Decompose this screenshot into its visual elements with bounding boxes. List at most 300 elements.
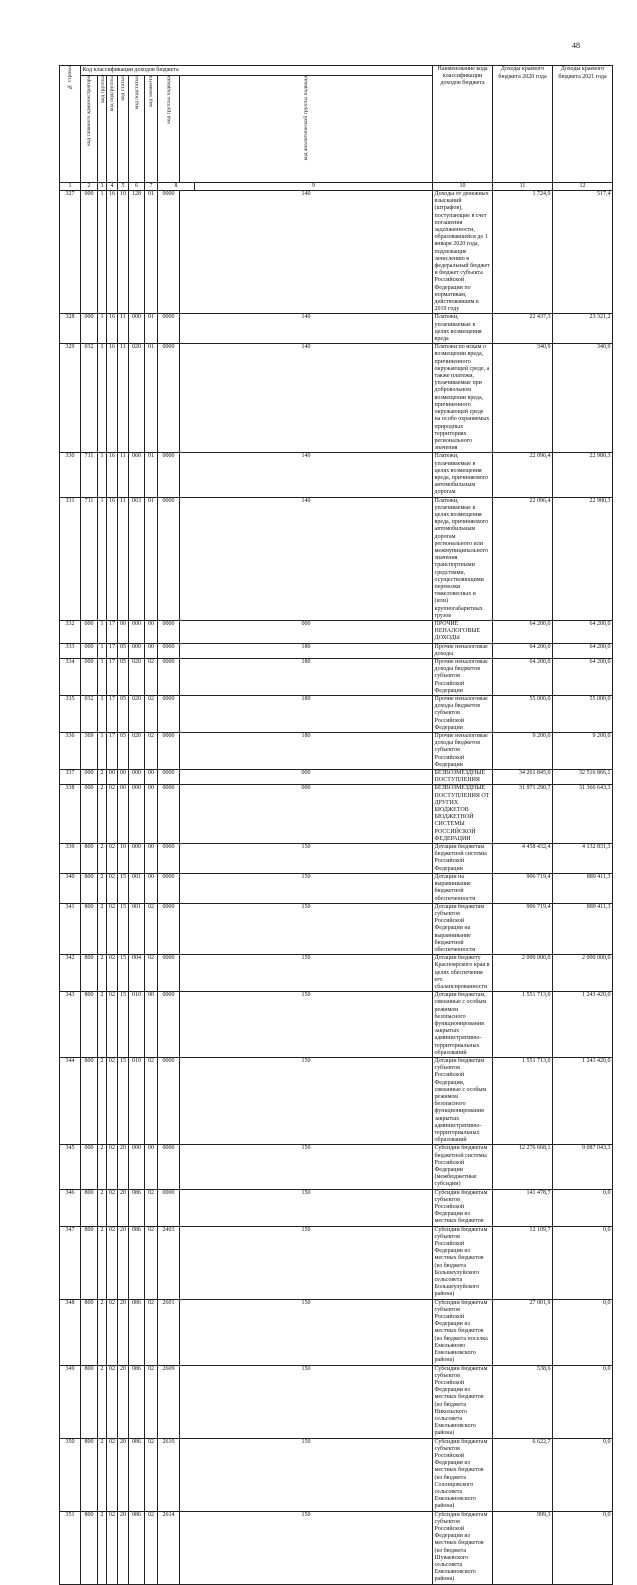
- code-cell-element: 02: [145, 1511, 158, 1584]
- revenue-name-cell: Субсидии бюджетам бюджетной системы Российской Федерации (межбюджетные субсидии): [433, 1145, 493, 1189]
- amount-2021-cell: 9 087 043,3: [553, 1145, 613, 1189]
- code-cell-subtype-group: 0000: [158, 314, 180, 344]
- table-row: [60, 1299, 613, 1365]
- code-cell-subtype-group: 0000: [158, 1057, 180, 1144]
- table-row: [60, 191, 613, 314]
- code-cell-group: 2: [98, 1438, 107, 1511]
- code-cell-subtype-group: 0000: [158, 770, 180, 785]
- budget-revenue-table: [59, 65, 613, 1585]
- table-row: [60, 844, 613, 874]
- code-cell-analytic-group: 150: [180, 1365, 433, 1438]
- code-cell-analytic-group: 000: [180, 770, 433, 785]
- code-header-analytic-group: код аналитической группы подвида: [180, 76, 433, 183]
- code-cell-analytic-group: 140: [180, 314, 433, 344]
- amount-2021-cell: 0,0: [553, 1511, 613, 1584]
- column-number: 3: [98, 183, 107, 191]
- code-cell-element: 02: [145, 1189, 158, 1226]
- code-cell-group: 2: [98, 873, 107, 903]
- table-row: [60, 1189, 613, 1226]
- amount-2021-cell: 32 516 866,1: [553, 770, 613, 785]
- revenue-name-cell: Прочие неналоговые доходы бюджетов субъектов Российской Федерации: [433, 696, 493, 733]
- code-cell-admin: 800: [81, 992, 98, 1058]
- code-cell-subarticle: 004: [129, 955, 145, 992]
- code-cell-analytic-group: 140: [180, 344, 433, 453]
- column-number: 2: [81, 183, 98, 191]
- code-cell-subgroup: 02: [107, 844, 118, 874]
- amount-2021-cell: 1 243 420,0: [553, 992, 613, 1058]
- code-cell-analytic-group: 150: [180, 844, 433, 874]
- table-row: [60, 955, 613, 992]
- code-cell-subgroup: 17: [107, 659, 118, 696]
- code-cell-admin: 800: [81, 873, 98, 903]
- row-number-cell: 339: [60, 844, 81, 874]
- amount-2021-cell: 889 411,3: [553, 903, 613, 954]
- code-cell-subtype-group: 0000: [158, 844, 180, 874]
- revenue-name-cell: Субсидии бюджетам субъектов Российской Федерации из местных бюджетов: [433, 1189, 493, 1226]
- code-cell-subgroup: 00: [107, 770, 118, 785]
- code-cell-subarticle: 063: [129, 497, 145, 620]
- row-number-cell: 331: [60, 497, 81, 620]
- amount-2020-cell: 22 437,3: [493, 314, 553, 344]
- code-cell-subgroup: 02: [107, 992, 118, 1058]
- amount-2021-cell: 2 000 000,0: [553, 955, 613, 992]
- column-number: 9: [195, 183, 433, 191]
- code-cell-element: 02: [145, 903, 158, 954]
- revenue-name-cell: Субсидии бюджетам субъектов Российской Федерации из местных бюджетов (из бюджета Шуваевского сельсовета Емельяновского района): [433, 1511, 493, 1584]
- column-number: 5: [118, 183, 129, 191]
- code-cell-article: 11: [118, 453, 129, 497]
- code-cell-subtype-group: 0000: [158, 903, 180, 954]
- code-cell-article: 15: [118, 1057, 129, 1144]
- code-cell-article: 20: [118, 1189, 129, 1226]
- code-cell-admin: 369: [81, 733, 98, 770]
- code-cell-subarticle: 086: [129, 1365, 145, 1438]
- row-number-cell: 328: [60, 314, 81, 344]
- code-cell-element: 00: [145, 1145, 158, 1189]
- row-number-cell: 340: [60, 873, 81, 903]
- amount-2020-cell: 12 109,7: [493, 1226, 553, 1299]
- row-number-cell: 337: [60, 770, 81, 785]
- code-header-article: код статьи: [118, 76, 129, 183]
- code-cell-element: 01: [145, 344, 158, 453]
- revenue-name-cell: Прочие неналоговые доходы: [433, 643, 493, 658]
- code-cell-analytic-group: 140: [180, 497, 433, 620]
- code-cell-analytic-group: 150: [180, 873, 433, 903]
- code-cell-analytic-group: 000: [180, 620, 433, 643]
- code-cell-group: 1: [98, 497, 107, 620]
- code-cell-group: 1: [98, 191, 107, 314]
- code-cell-article: 11: [118, 344, 129, 453]
- code-cell-subgroup: 02: [107, 1365, 118, 1438]
- row-number-cell: 341: [60, 903, 81, 954]
- code-cell-admin: 000: [81, 785, 98, 844]
- revenue-name-cell: Субсидии бюджетам субъектов Российской Федерации из местных бюджетов (из бюджета Никольского сельсовета Емельяновского района): [433, 1365, 493, 1438]
- code-cell-analytic-group: 150: [180, 1511, 433, 1584]
- code-cell-subarticle: 020: [129, 659, 145, 696]
- table-row: [60, 1438, 613, 1511]
- code-cell-admin: 000: [81, 659, 98, 696]
- code-cell-admin: 711: [81, 497, 98, 620]
- amount-2021-cell: 340,9: [553, 344, 613, 453]
- revenue-name-cell: Прочие неналоговые доходы бюджетов субъектов Российской Федерации: [433, 659, 493, 696]
- code-cell-group: 1: [98, 453, 107, 497]
- code-cell-subgroup: 17: [107, 620, 118, 643]
- table-row: [60, 1226, 613, 1299]
- code-cell-group: 2: [98, 903, 107, 954]
- row-number-cell: 345: [60, 1145, 81, 1189]
- table-row: [60, 659, 613, 696]
- revenue-name-cell: Платежи, уплачиваемые в целях возмещения вреда, причиняемого автомобильным дорогам регионального или межмуниципального значения транспортными средствами, осуществляющими перевозки тяжеловесных и (или) крупногабаритных грузов: [433, 497, 493, 620]
- revenue-name-cell: Субсидии бюджетам субъектов Российской Федерации из местных бюджетов (из бюджета Солонцовского сельсовета Емельяновского района): [433, 1438, 493, 1511]
- code-cell-article: 20: [118, 1438, 129, 1511]
- code-cell-subgroup: 16: [107, 314, 118, 344]
- amount-2020-cell: 1 551 713,0: [493, 992, 553, 1058]
- code-cell-subarticle: 001: [129, 873, 145, 903]
- code-cell-element: 01: [145, 191, 158, 314]
- code-cell-element: 01: [145, 497, 158, 620]
- code-cell-subtype-group: 2609: [158, 1365, 180, 1438]
- row-number-cell: 350: [60, 1438, 81, 1511]
- amount-2020-cell: 9 200,0: [493, 733, 553, 770]
- table-body: [60, 191, 613, 1585]
- code-cell-subarticle: 086: [129, 1299, 145, 1365]
- amount-2020-cell: 12 276 668,1: [493, 1145, 553, 1189]
- code-cell-article: 20: [118, 1145, 129, 1189]
- amount-2020-cell: 4 458 432,4: [493, 844, 553, 874]
- code-cell-article: 05: [118, 733, 129, 770]
- row-number-header: № строки: [60, 66, 81, 183]
- code-cell-group: 1: [98, 643, 107, 658]
- row-number-cell: 335: [60, 696, 81, 733]
- amount-2020-cell: 999,3: [493, 1511, 553, 1584]
- amount-2021-cell: 64 200,0: [553, 643, 613, 658]
- table-row: [60, 620, 613, 643]
- amount-2021-cell: 22 980,3: [553, 453, 613, 497]
- code-cell-subtype-group: 0000: [158, 620, 180, 643]
- code-cell-element: 00: [145, 620, 158, 643]
- revenue-name-cell: БЕЗВОЗМЕЗДНЫЕ ПОСТУПЛЕНИЯ ОТ ДРУГИХ БЮДЖЕТОВ БЮДЖЕТНОЙ СИСТЕМЫ РОССИЙСКОЙ ФЕДЕРАЦИИ: [433, 785, 493, 844]
- revenue-name-cell: Платежи, уплачиваемые в целях возмещения вреда: [433, 314, 493, 344]
- amount-2021-cell: 0,0: [553, 1299, 613, 1365]
- code-cell-article: 10: [118, 191, 129, 314]
- code-cell-article: 20: [118, 1365, 129, 1438]
- table-row: [60, 770, 613, 785]
- code-cell-analytic-group: 150: [180, 903, 433, 954]
- table-row: [60, 643, 613, 658]
- amount-2020-cell: 64 200,0: [493, 620, 553, 643]
- code-cell-element: 02: [145, 1226, 158, 1299]
- revenue-name-cell: Дотации бюджетам субъектов Российской Федерации на выравнивание бюджетной обеспеченности: [433, 903, 493, 954]
- table-row: [60, 314, 613, 344]
- code-cell-element: 00: [145, 643, 158, 658]
- table-row: [60, 1145, 613, 1189]
- table-row: [60, 453, 613, 497]
- code-cell-subtype-group: 0000: [158, 659, 180, 696]
- code-cell-subtype-group: 0000: [158, 992, 180, 1058]
- table-row: [60, 1057, 613, 1144]
- code-cell-article: 11: [118, 314, 129, 344]
- code-cell-article: 20: [118, 1226, 129, 1299]
- code-cell-subarticle: 000: [129, 314, 145, 344]
- column-number-row: [60, 183, 613, 191]
- revenue-name-cell: Дотации бюджетам субъектов Российской Федерации, связанные с особым режимом безопасного функционирования закрытых административно-территориальных образований: [433, 1057, 493, 1144]
- code-cell-element: 02: [145, 733, 158, 770]
- code-cell-admin: 800: [81, 1189, 98, 1226]
- code-cell-analytic-group: 180: [180, 733, 433, 770]
- code-cell-article: 10: [118, 844, 129, 874]
- revenue-name-cell: Платежи по искам о возмещении вреда, причиненного окружающей среде, а также платежи, уплачиваемые при добровольном возмещении вреда, причиненного окружающей среде на особо охраняемых природных территориях регионального значения: [433, 344, 493, 453]
- row-number-cell: 348: [60, 1299, 81, 1365]
- amount-2021-cell: 64 200,0: [553, 620, 613, 643]
- code-cell-analytic-group: 180: [180, 659, 433, 696]
- code-cell-subgroup: 16: [107, 191, 118, 314]
- code-cell-analytic-group: 150: [180, 1299, 433, 1365]
- amount-2021-cell: 64 200,0: [553, 659, 613, 696]
- code-cell-admin: 000: [81, 643, 98, 658]
- code-cell-group: 1: [98, 733, 107, 770]
- revenue-name-cell: Доходы от денежных взысканий (штрафов), поступающие в счет погашения задолженности, образовавшейся до 1 января 2020 года, подлежащие зачислению в федеральный бюджет и бюджет субъекта Российской Федерации по нормативам, действовавшим в 2019 году: [433, 191, 493, 314]
- code-cell-article: 15: [118, 903, 129, 954]
- table-row: [60, 1365, 613, 1438]
- code-cell-group: 2: [98, 955, 107, 992]
- amount-2020-cell: 31 971 290,7: [493, 785, 553, 844]
- code-header-administrator: код главного администратора: [81, 76, 98, 183]
- revenue-name-cell: ПРОЧИЕ НЕНАЛОГОВЫЕ ДОХОДЫ: [433, 620, 493, 643]
- code-cell-subtype-group: 0000: [158, 1145, 180, 1189]
- amount-2020-cell: 2 000 000,0: [493, 955, 553, 992]
- code-cell-subarticle: 000: [129, 770, 145, 785]
- code-cell-analytic-group: 150: [180, 955, 433, 992]
- code-cell-subtype-group: 2610: [158, 1438, 180, 1511]
- code-cell-element: 02: [145, 1365, 158, 1438]
- code-cell-article: 20: [118, 1511, 129, 1584]
- code-cell-article: 20: [118, 1299, 129, 1365]
- code-header-element: код элемента: [145, 76, 158, 183]
- amount-2021-cell: 0,0: [553, 1189, 613, 1226]
- code-cell-group: 2: [98, 1189, 107, 1226]
- code-cell-admin: 032: [81, 696, 98, 733]
- column-number: 7: [145, 183, 158, 191]
- amount-2021-cell: 22 980,3: [553, 497, 613, 620]
- code-cell-admin: 000: [81, 620, 98, 643]
- code-cell-group: 1: [98, 344, 107, 453]
- name-column-header: Наименование кода классификации доходов бюджета: [433, 66, 493, 183]
- code-cell-group: 2: [98, 992, 107, 1058]
- code-cell-subgroup: 16: [107, 497, 118, 620]
- amount-2020-cell: 141 478,7: [493, 1189, 553, 1226]
- amount-2020-cell: 906 719,4: [493, 903, 553, 954]
- column-number: 11: [493, 183, 553, 191]
- table-row: [60, 903, 613, 954]
- code-cell-subgroup: 02: [107, 1145, 118, 1189]
- table-row: [60, 873, 613, 903]
- code-cell-element: 00: [145, 992, 158, 1058]
- row-number-cell: 351: [60, 1511, 81, 1584]
- table-row: [60, 992, 613, 1058]
- code-cell-analytic-group: 180: [180, 696, 433, 733]
- code-header-subgroup: код подгруппы: [107, 76, 118, 183]
- code-cell-subtype-group: 0000: [158, 696, 180, 733]
- code-cell-admin: 800: [81, 1365, 98, 1438]
- amount-2020-cell: 64 200,0: [493, 643, 553, 658]
- code-cell-subarticle: 086: [129, 1189, 145, 1226]
- column-number: 1: [60, 183, 81, 191]
- code-cell-subtype-group: 0000: [158, 453, 180, 497]
- code-cell-subarticle: 000: [129, 785, 145, 844]
- code-cell-subtype-group: 0000: [158, 497, 180, 620]
- code-cell-subgroup: 02: [107, 1057, 118, 1144]
- code-cell-group: 2: [98, 770, 107, 785]
- revenue-name-cell: Субсидии бюджетам субъектов Российской Федерации из местных бюджетов (из бюджета поселка Емельяново Емельяновского района): [433, 1299, 493, 1365]
- code-cell-admin: 000: [81, 770, 98, 785]
- amount-2020-cell: 34 261 845,0: [493, 770, 553, 785]
- code-cell-element: 02: [145, 659, 158, 696]
- revenue-name-cell: Дотации на выравнивание бюджетной обеспеченности: [433, 873, 493, 903]
- revenue-name-cell: Прочие неналоговые доходы бюджетов субъектов Российской Федерации: [433, 733, 493, 770]
- code-cell-admin: 000: [81, 191, 98, 314]
- code-cell-admin: 000: [81, 1145, 98, 1189]
- code-cell-subarticle: 020: [129, 696, 145, 733]
- page-number: 48: [572, 41, 580, 50]
- amount-2020-cell: 27 001,9: [493, 1299, 553, 1365]
- row-number-cell: 329: [60, 344, 81, 453]
- code-cell-element: 02: [145, 1438, 158, 1511]
- row-number-cell: 342: [60, 955, 81, 992]
- table-row: [60, 733, 613, 770]
- code-cell-article: 11: [118, 497, 129, 620]
- code-cell-subarticle: 010: [129, 1057, 145, 1144]
- column-number: 12: [553, 183, 613, 191]
- amount-2021-cell: 0,0: [553, 1226, 613, 1299]
- code-cell-subtype-group: 2403: [158, 1226, 180, 1299]
- amount-2020-cell: 1 724,9: [493, 191, 553, 314]
- code-cell-subarticle: 000: [129, 844, 145, 874]
- row-number-cell: 347: [60, 1226, 81, 1299]
- code-cell-subtype-group: 0000: [158, 344, 180, 453]
- classification-group-header: Код классификации доходов бюджета: [81, 66, 433, 76]
- code-cell-element: 00: [145, 785, 158, 844]
- code-cell-admin: 800: [81, 1299, 98, 1365]
- code-cell-group: 2: [98, 844, 107, 874]
- code-cell-subgroup: 02: [107, 1511, 118, 1584]
- code-cell-group: 2: [98, 1226, 107, 1299]
- table-row: [60, 1511, 613, 1584]
- code-cell-element: 01: [145, 314, 158, 344]
- amount-2020-cell: 6 622,7: [493, 1438, 553, 1511]
- code-cell-group: 2: [98, 1057, 107, 1144]
- table-row: [60, 785, 613, 844]
- amount-2021-cell: 0,0: [553, 1365, 613, 1438]
- code-cell-article: 15: [118, 873, 129, 903]
- code-cell-analytic-group: 140: [180, 191, 433, 314]
- code-cell-article: 00: [118, 620, 129, 643]
- code-cell-subarticle: 000: [129, 643, 145, 658]
- code-cell-subtype-group: 0000: [158, 643, 180, 658]
- amount-2021-cell: 889 411,3: [553, 873, 613, 903]
- column-number: 8: [158, 183, 195, 191]
- row-number-cell: 343: [60, 992, 81, 1058]
- code-cell-subgroup: 17: [107, 643, 118, 658]
- code-cell-subgroup: 02: [107, 955, 118, 992]
- amount-2021-cell: 9 200,0: [553, 733, 613, 770]
- code-cell-admin: 800: [81, 955, 98, 992]
- row-number-cell: 333: [60, 643, 81, 658]
- amount-2021-cell: 517,4: [553, 191, 613, 314]
- amount-2020-cell: 906 719,4: [493, 873, 553, 903]
- amount-2021-cell: 0,0: [553, 1438, 613, 1511]
- code-cell-analytic-group: 150: [180, 1145, 433, 1189]
- code-cell-group: 1: [98, 314, 107, 344]
- column-number: 10: [433, 183, 493, 191]
- code-cell-subarticle: 000: [129, 620, 145, 643]
- revenue-name-cell: Платежи, уплачиваемые в целях возмещения вреда, причиняемого автомобильным дорогам: [433, 453, 493, 497]
- code-cell-element: 02: [145, 955, 158, 992]
- code-cell-element: 00: [145, 770, 158, 785]
- code-cell-subarticle: 001: [129, 903, 145, 954]
- column-number: 4: [107, 183, 118, 191]
- year-2021-header: Доходы краевого бюджета 2021 года: [553, 66, 613, 183]
- table-row: [60, 497, 613, 620]
- code-cell-element: 02: [145, 696, 158, 733]
- code-cell-group: 2: [98, 1365, 107, 1438]
- amount-2021-cell: 55 000,0: [553, 696, 613, 733]
- code-cell-subtype-group: 2601: [158, 1299, 180, 1365]
- code-cell-admin: 800: [81, 1226, 98, 1299]
- code-cell-subarticle: 020: [129, 344, 145, 453]
- code-cell-subarticle: 086: [129, 1511, 145, 1584]
- code-cell-admin: 032: [81, 344, 98, 453]
- code-cell-subgroup: 16: [107, 344, 118, 453]
- code-header-subarticle: код подстатьи: [129, 76, 145, 183]
- amount-2021-cell: 23 321,2: [553, 314, 613, 344]
- code-cell-analytic-group: 140: [180, 453, 433, 497]
- amount-2020-cell: 55 000,0: [493, 696, 553, 733]
- code-cell-element: 00: [145, 873, 158, 903]
- code-cell-admin: 800: [81, 1511, 98, 1584]
- code-cell-subgroup: 02: [107, 1299, 118, 1365]
- code-cell-admin: 800: [81, 1057, 98, 1144]
- code-cell-analytic-group: 150: [180, 1438, 433, 1511]
- code-cell-analytic-group: 180: [180, 643, 433, 658]
- code-cell-element: 02: [145, 1299, 158, 1365]
- code-cell-group: 1: [98, 659, 107, 696]
- row-number-cell: 346: [60, 1189, 81, 1226]
- code-cell-subarticle: 060: [129, 453, 145, 497]
- code-cell-group: 2: [98, 1299, 107, 1365]
- code-cell-subgroup: 02: [107, 873, 118, 903]
- code-cell-admin: 800: [81, 844, 98, 874]
- code-cell-article: 00: [118, 770, 129, 785]
- code-cell-subtype-group: 0000: [158, 1189, 180, 1226]
- row-number-cell: 336: [60, 733, 81, 770]
- row-number-cell: 327: [60, 191, 81, 314]
- code-cell-subarticle: 086: [129, 1438, 145, 1511]
- code-cell-group: 1: [98, 620, 107, 643]
- code-cell-analytic-group: 150: [180, 1189, 433, 1226]
- row-number-cell: 332: [60, 620, 81, 643]
- code-cell-article: 00: [118, 785, 129, 844]
- code-cell-article: 05: [118, 659, 129, 696]
- code-cell-subarticle: 020: [129, 733, 145, 770]
- code-cell-subtype-group: 0000: [158, 733, 180, 770]
- code-cell-analytic-group: 150: [180, 1226, 433, 1299]
- code-cell-analytic-group: 150: [180, 992, 433, 1058]
- code-cell-group: 2: [98, 785, 107, 844]
- code-cell-subarticle: 086: [129, 1226, 145, 1299]
- code-cell-element: 02: [145, 1057, 158, 1144]
- code-cell-analytic-group: 000: [180, 785, 433, 844]
- row-number-cell: 349: [60, 1365, 81, 1438]
